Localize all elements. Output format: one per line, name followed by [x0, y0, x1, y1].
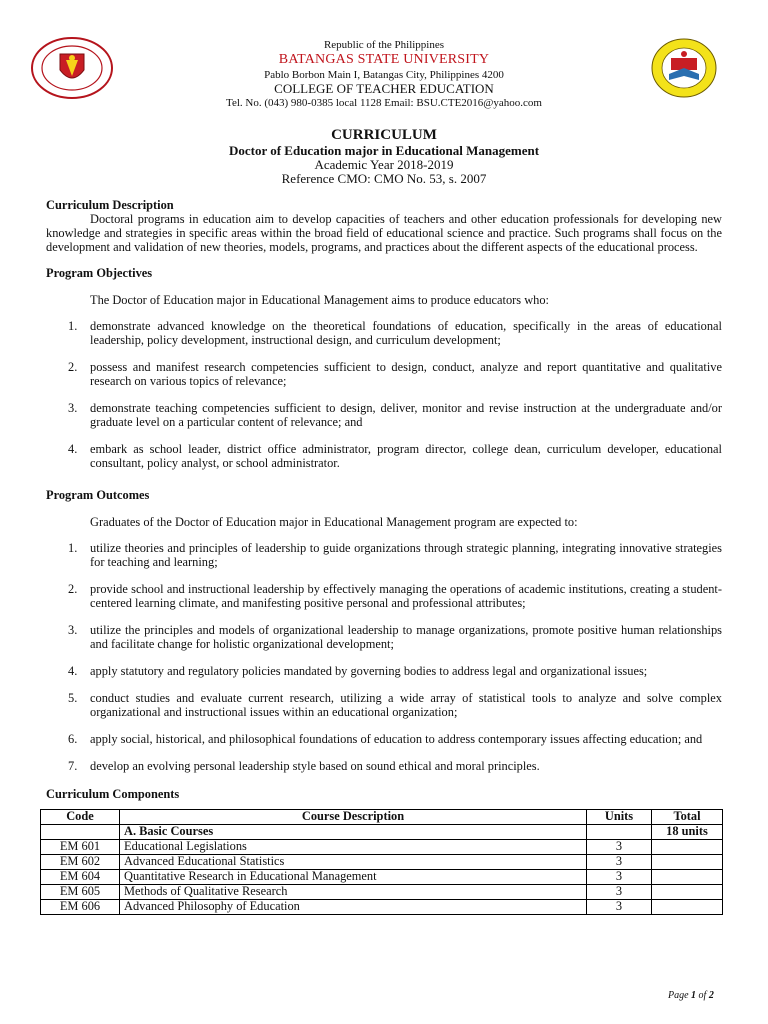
list-item: 1. demonstrate advanced knowledge on the theoretical foundations of education, specifically in the areas of educational leadership, policy development, instructional design, and curriculum development;: [68, 319, 722, 347]
list-item: 5. conduct studies and evaluate current research, utilizing a wide array of statistical tools to analyze and solve complex organizational and instructional issues within an educational organization;: [68, 691, 722, 719]
list-item: 3. demonstrate teaching competencies sufficient to design, deliver, monitor and revise instruction at the undergraduate and/or graduate level on a particular content of relevance; and: [68, 401, 722, 429]
objectives-list: [46, 319, 722, 470]
university-name: BATANGAS STATE UNIVERSITY: [278, 52, 490, 67]
table-row: EM 605 Methods of Qualitative Research 3: [41, 885, 723, 900]
list-item: 4. apply statutory and regulatory policies mandated by governing bodies to address legal and organizational issues;: [68, 664, 648, 678]
republic-line: Republic of the Philippines: [323, 39, 445, 51]
document-body: [46, 198, 722, 915]
description-heading: Curriculum Description: [46, 198, 174, 212]
components-heading: Curriculum Components: [46, 787, 180, 801]
list-item: 3. utilize the principles and models of organizational leadership to manage organizations, promote positive human relationships and facilitate change for holistic organizational development;: [68, 623, 722, 651]
table-group-row: [41, 825, 723, 840]
list-item: 1. utilize theories and principles of leadership to guide organizations through strategic planning, integrating innovative strategies for teaching and learning;: [68, 541, 722, 569]
list-item: 6. apply social, historical, and philosophical foundations of education to address contemporary issues affecting education; and: [68, 732, 703, 746]
document-title: CURRICULUM: [331, 127, 437, 143]
table-row: EM 601 Educational Legislations 3: [41, 840, 723, 855]
list-item: 4. embark as school leader, district office administrator, program director, college dean, curriculum developer, educational consultant, policy analyst, or school administrator.: [68, 442, 722, 470]
letterhead: [0, 38, 768, 110]
list-item: 2. possess and manifest research competencies sufficient to design, conduct, analyze and report quantitative and qualitative research on various topics of relevance;: [68, 360, 722, 388]
outcomes-intro: Graduates of the Doctor of Education major in Educational Management program are expected to:: [90, 515, 578, 529]
outcomes-list: [46, 541, 722, 773]
group-total: 18 units: [652, 825, 723, 840]
description-text: Doctoral programs in education aim to develop capacities of teachers and other education professionals for developing new knowledge and strategies in specific areas within the broad field of educational science and practice. Such programs shall focus on the development and validation of new theories, models, programs, and practices about the different aspects of the educational process.: [46, 212, 722, 254]
title-block: [0, 126, 768, 186]
table-row: EM 606 Advanced Philosophy of Education 3: [41, 900, 723, 915]
address-line: Pablo Borbon Main I, Batangas City, Philippines 4200: [264, 69, 504, 81]
table-row: EM 604 Quantitative Research in Educational Management 3: [41, 870, 723, 885]
curriculum-table: [40, 809, 723, 915]
page-number: Page 1 of 2: [668, 990, 714, 1001]
list-item: 2. provide school and instructional leadership by effectively managing the operations of academic institutions, creating a student-centered learning climate, and manifesting positive personal and professional attributes;: [68, 582, 722, 610]
list-item: 7. develop an evolving personal leadership style based on sound ethical and moral principles.: [68, 759, 540, 773]
table-row: EM 602 Advanced Educational Statistics 3: [41, 855, 723, 870]
group-label: A. Basic Courses: [120, 825, 587, 840]
objectives-intro: The Doctor of Education major in Educational Management aims to produce educators who:: [90, 293, 549, 307]
program-title: Doctor of Education major in Educational Management: [228, 143, 540, 158]
contact-line: Tel. No. (043) 980-0385 local 1128 Email: BSU.CTE2016@yahoo.com: [226, 97, 542, 109]
outcomes-heading: Program Outcomes: [46, 488, 150, 502]
col-total: Total: [652, 810, 723, 825]
college-name: COLLEGE OF TEACHER EDUCATION: [274, 81, 494, 96]
objectives-heading: Program Objectives: [46, 266, 153, 280]
col-units: Units: [587, 810, 652, 825]
academic-year: Academic Year 2018-2019: [314, 157, 454, 172]
col-description: Course Description: [120, 810, 587, 825]
col-code: Code: [41, 810, 120, 825]
reference-cmo: Reference CMO: CMO No. 53, s. 2007: [281, 171, 487, 186]
table-header-row: [41, 810, 723, 825]
